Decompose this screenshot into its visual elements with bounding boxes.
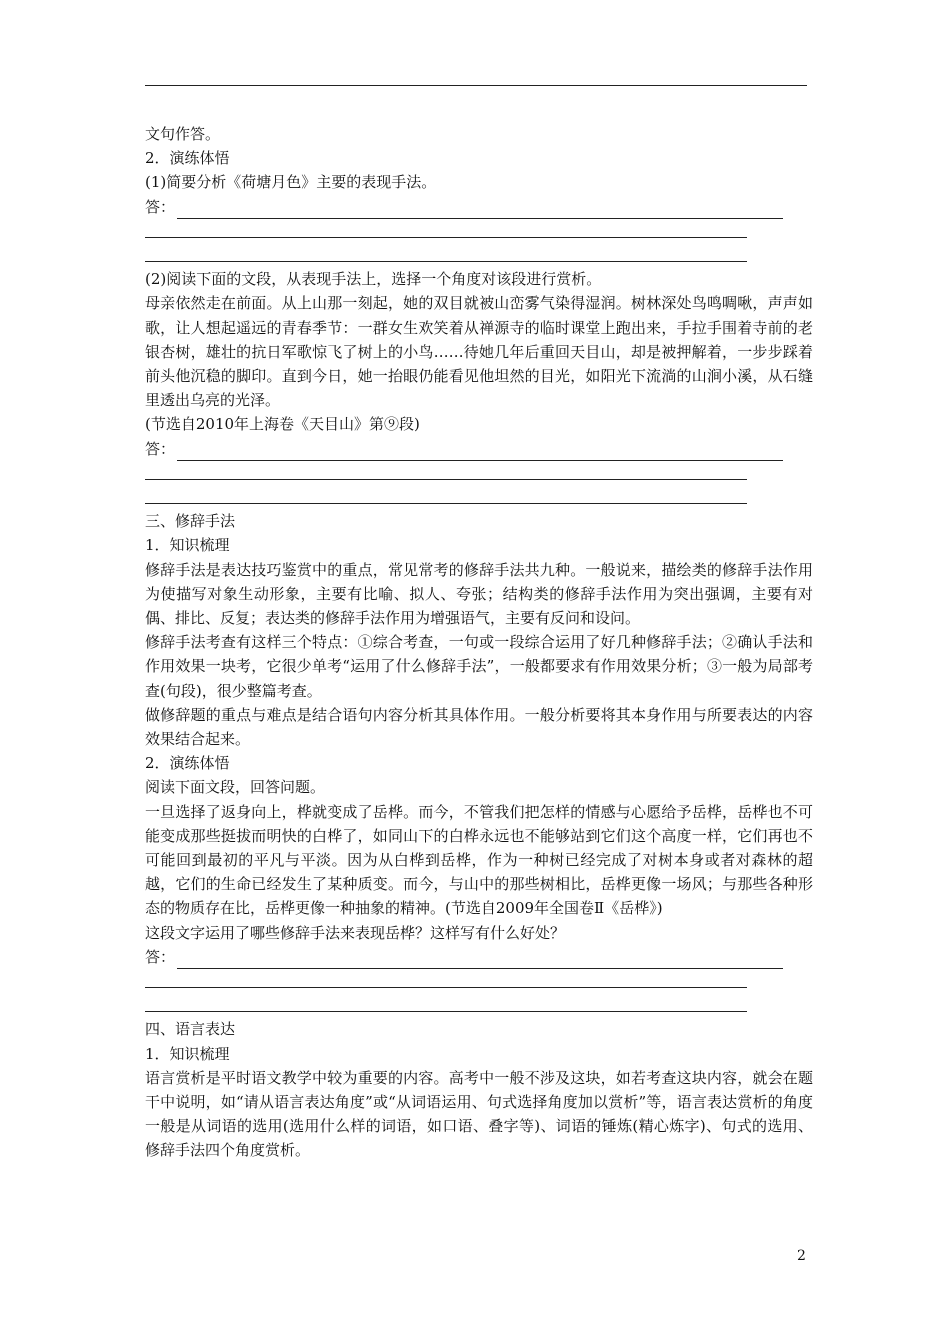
answer-label: 答： — [145, 197, 176, 216]
answer-blank — [177, 444, 783, 461]
answer-blank — [145, 993, 813, 1017]
section3-paragraph-3: 做修辞题的重点与难点是结合语句内容分析其具体作用。一般分析要将其本身作用与所要表达的内容效果结合起来。 — [145, 705, 813, 748]
section3-instruction: 阅读下面文段，回答问题。 — [145, 778, 326, 797]
answer-blank — [145, 969, 813, 993]
section3-paragraph-2: 修辞手法考查有这样三个特点：①综合考查，一句或一段综合运用了好几种修辞手法；②确认手法和作用效果一块考，它很少单考“运用了什么修辞手法”，一般都要求有作用效果分析；③一般为局部考查(句段)，很少整篇考查。 — [145, 633, 813, 700]
section3-paragraph-1: 修辞手法是表达技巧鉴赏中的重点，常见常考的修辞手法共九种。一般说来，描绘类的修辞手法作用为使描写对象生动形象，主要有比喻、拟人、夸张；结构类的修辞手法作用为突出强调，主要有对偶、排比、反复；表达类的修辞手法作用为增强语气，主要有反问和设问。 — [145, 560, 813, 627]
continuation-text: 文句作答。 — [145, 125, 221, 143]
section4-paragraph-1: 语言赏析是平时语文教学中较为重要的内容。高考中一般不涉及这块，如若考查这块内容，就会在题干中说明，如“请从语言表达角度”或“从词语运用、句式选择角度加以赏析”等，语言表达赏析的角度一般是从词语的选用(选用什么样的词语，如口语、叠字等)、词语的锤炼(精心炼字)、句式的选用、修辞手法四个角度赏析。 — [145, 1068, 813, 1160]
answer-label: 答： — [145, 947, 176, 966]
answer-line — [145, 945, 813, 969]
answer-line — [145, 195, 813, 219]
header-rule — [145, 85, 807, 86]
answer-blank — [145, 219, 813, 243]
passage-source: (节选自2010年上海卷《天目山》第⑨段) — [145, 415, 420, 434]
page-number: 2 — [797, 1248, 806, 1264]
document-body — [145, 122, 813, 1163]
passage-tianmushan: 母亲依然走在前面。从上山那一刻起，她的双目就被山峦雾气染得湿润。树林深处鸟鸣啁啾，声声如歌，让人想起遥远的青春季节：一群女生欢笑着从禅源寺的临时课堂上跑出来，手拉手围着寺前的老银杏树，雄壮的抗日军歌惊飞了树上的小鸟……待她几年后重回天目山，却是被押解着，一步步踩着前头他沉稳的脚印。直到今日，她一抬眼仍能看见他坦然的目光，如阳光下流淌的山涧小溪，从石缝里透出乌亮的光泽。 — [145, 294, 813, 410]
answer-blank — [177, 952, 783, 969]
question-1: (1)简要分析《荷塘月色》主要的表现手法。 — [145, 173, 437, 192]
question-2: (2)阅读下面的文段，从表现手法上，选择一个角度对该段进行赏析。 — [145, 270, 602, 289]
answer-blank — [145, 461, 813, 485]
section3-title: 三、修辞手法 — [145, 512, 236, 531]
section3-knowledge-heading: 1．知识梳理 — [145, 536, 230, 555]
passage-yuehua: 一旦选择了返身向上，桦就变成了岳桦。而今，不管我们把怎样的情感与心愿给予岳桦，岳桦也不可能变成那些挺拔而明快的白桦了，如同山下的白桦永远也不能够站到它们这个高度一样，它们再也不可能回到最初的平凡与平淡。因为从白桦到岳桦，作为一种树已经完成了对树本身或者对森林的超越，它们的生命已经发生了某种质变。而今，与山中的那些树相比，岳桦更像一场风；与那些各种形态的物质存在比，岳桦更像一种抽象的精神。(节选自2009年全国卷Ⅱ《岳桦》) — [145, 802, 813, 918]
section3-practice-heading: 2．演练体悟 — [145, 754, 230, 773]
answer-blank — [145, 243, 813, 267]
answer-blank — [145, 485, 813, 509]
section2-practice-heading: 2．演练体悟 — [145, 149, 230, 168]
section4-title: 四、语言表达 — [145, 1020, 236, 1039]
answer-blank — [177, 202, 783, 219]
answer-line — [145, 437, 813, 461]
section3-question: 这段文字运用了哪些修辞手法来表现岳桦？这样写有什么好处？ — [145, 923, 566, 942]
section4-knowledge-heading: 1．知识梳理 — [145, 1044, 230, 1063]
answer-label: 答： — [145, 439, 176, 458]
